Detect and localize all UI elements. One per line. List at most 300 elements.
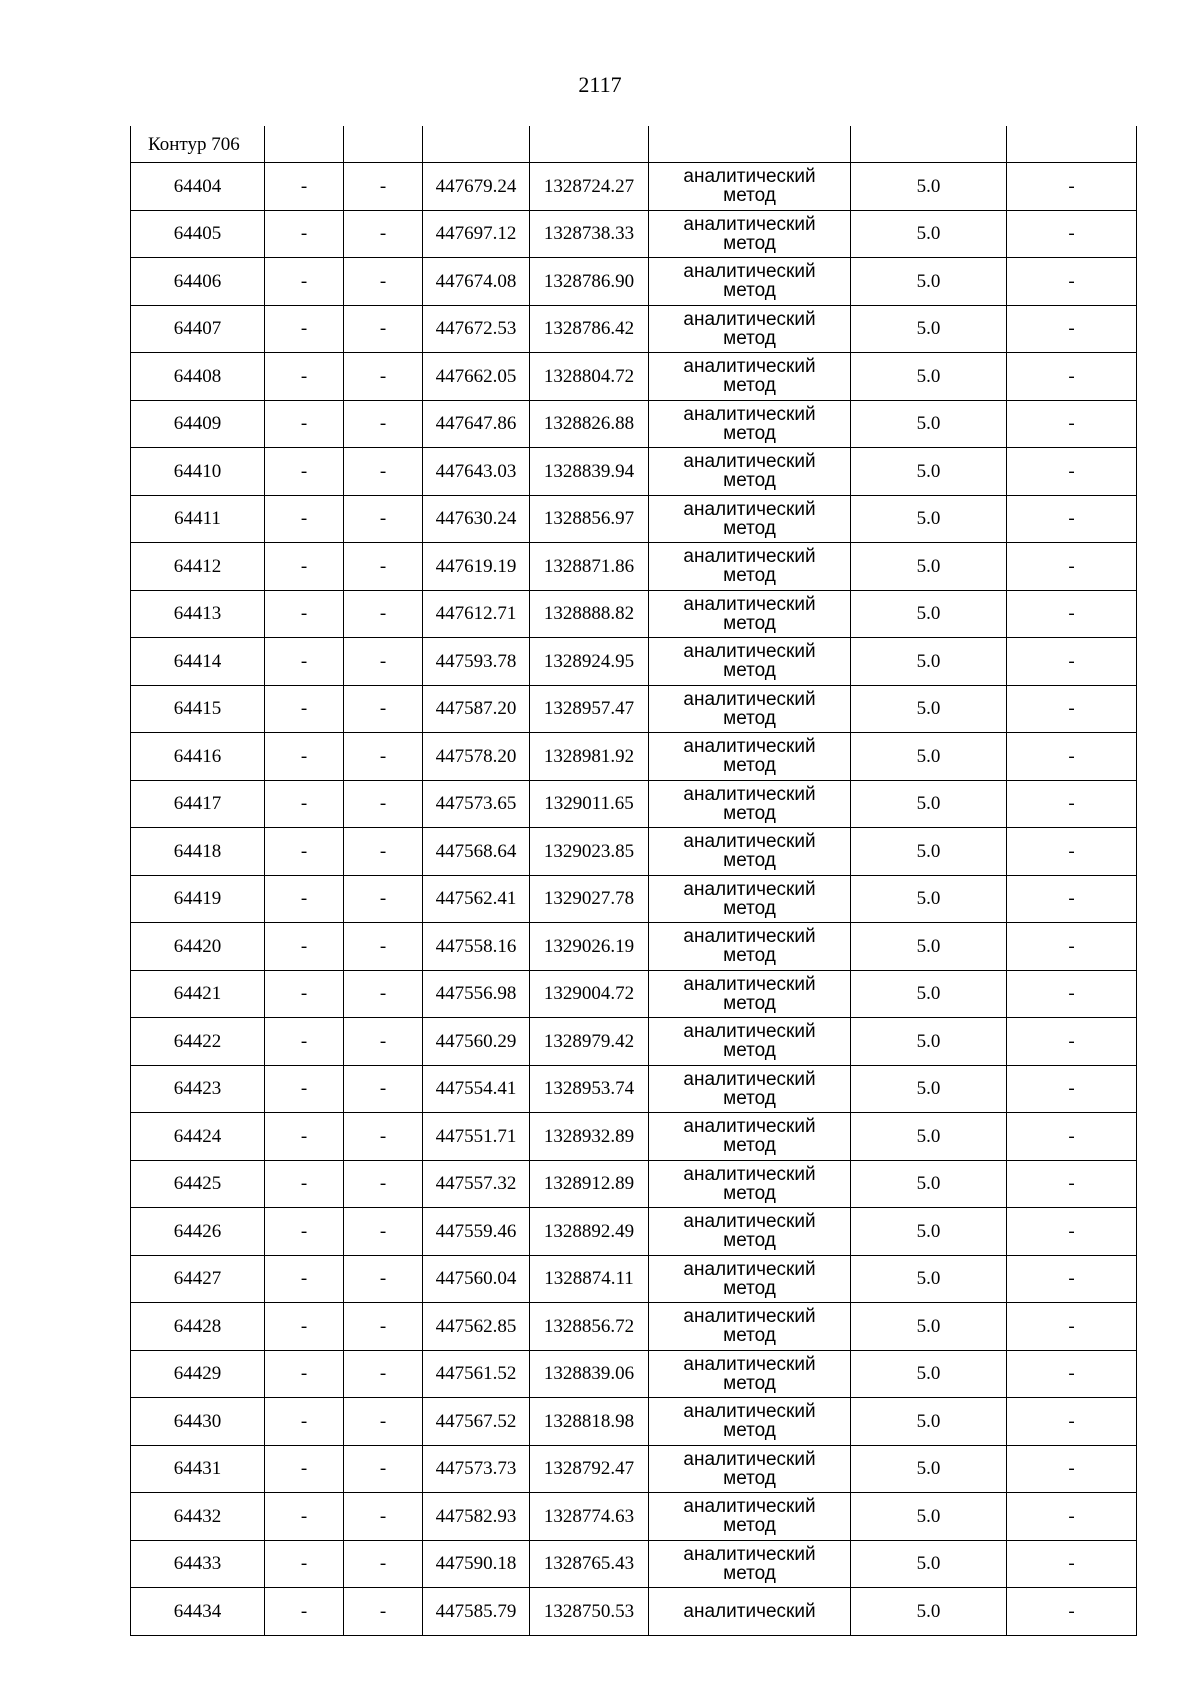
y-coordinate-cell: 1328786.42 [530, 305, 649, 353]
method-line-2: метод [723, 897, 776, 919]
y-coordinate-cell: 1328888.82 [530, 590, 649, 638]
column-3-cell: - [344, 1208, 423, 1256]
table-body [131, 126, 1137, 1635]
table-row [131, 163, 1137, 211]
point-number-cell: 64423 [131, 1065, 265, 1113]
point-number-cell: 64411 [131, 495, 265, 543]
x-coordinate-cell: 447551.71 [423, 1113, 530, 1161]
x-coordinate-cell: 447612.71 [423, 590, 530, 638]
y-coordinate-cell: 1329026.19 [530, 923, 649, 971]
method-line-1: аналитический [683, 213, 816, 235]
table-row [131, 685, 1137, 733]
column-2-cell: - [265, 1350, 344, 1398]
column-3-cell: - [344, 1160, 423, 1208]
point-number-cell: 64405 [131, 210, 265, 258]
method-cell [649, 305, 851, 353]
method-line-2: метод [723, 992, 776, 1014]
method-cell [649, 970, 851, 1018]
point-number-cell: 64425 [131, 1160, 265, 1208]
method-cell [649, 1018, 851, 1066]
accuracy-cell: 5.0 [851, 733, 1007, 781]
column-2-cell: - [265, 1113, 344, 1161]
column-2-cell: - [265, 258, 344, 306]
x-coordinate-cell: 447573.73 [423, 1445, 530, 1493]
method-line-2: метод [723, 707, 776, 729]
column-3-cell: - [344, 210, 423, 258]
accuracy-cell: 5.0 [851, 685, 1007, 733]
column-3-cell: - [344, 400, 423, 448]
point-number-cell: 64433 [131, 1540, 265, 1588]
column-3-cell: - [344, 1588, 423, 1636]
column-2-cell: - [265, 638, 344, 686]
x-coordinate-cell: 447567.52 [423, 1398, 530, 1446]
note-cell: - [1007, 258, 1137, 306]
method-line-1: аналитический [683, 878, 816, 900]
method-line-1: аналитический [683, 1600, 816, 1622]
y-coordinate-cell: 1328874.11 [530, 1255, 649, 1303]
table-row [131, 780, 1137, 828]
column-2-cell: - [265, 1160, 344, 1208]
y-coordinate-cell: 1328765.43 [530, 1540, 649, 1588]
note-cell: - [1007, 590, 1137, 638]
point-number-cell: 64424 [131, 1113, 265, 1161]
y-coordinate-cell: 1328839.06 [530, 1350, 649, 1398]
method-line-2: метод [723, 185, 776, 207]
column-2-cell: - [265, 685, 344, 733]
method-cell [649, 1588, 851, 1636]
x-coordinate-cell: 447561.52 [423, 1350, 530, 1398]
x-coordinate-cell: 447557.32 [423, 1160, 530, 1208]
column-3-cell: - [344, 638, 423, 686]
note-cell: - [1007, 305, 1137, 353]
column-3-cell: - [344, 733, 423, 781]
method-line-1: аналитический [683, 1543, 816, 1565]
note-cell: - [1007, 163, 1137, 211]
column-3-cell: - [344, 1065, 423, 1113]
method-cell [649, 448, 851, 496]
column-3-cell: - [344, 448, 423, 496]
x-coordinate-cell: 447672.53 [423, 305, 530, 353]
method-line-1: аналитический [683, 546, 816, 568]
column-2-cell: - [265, 1540, 344, 1588]
note-cell: - [1007, 1255, 1137, 1303]
table-row [131, 210, 1137, 258]
empty-cell [851, 126, 1007, 163]
column-3-cell: - [344, 590, 423, 638]
y-coordinate-cell: 1328826.88 [530, 400, 649, 448]
point-number-cell: 64404 [131, 163, 265, 211]
table-row [131, 543, 1137, 591]
note-cell: - [1007, 1018, 1137, 1066]
contour-label: Контур 706 [131, 126, 265, 163]
method-line-1: аналитический [683, 1211, 816, 1233]
column-2-cell: - [265, 495, 344, 543]
method-line-2: метод [723, 1515, 776, 1537]
method-line-2: метод [723, 1087, 776, 1109]
method-line-2: метод [723, 802, 776, 824]
y-coordinate-cell: 1329027.78 [530, 875, 649, 923]
y-coordinate-cell: 1329004.72 [530, 970, 649, 1018]
y-coordinate-cell: 1328924.95 [530, 638, 649, 686]
y-coordinate-cell: 1328957.47 [530, 685, 649, 733]
y-coordinate-cell: 1328724.27 [530, 163, 649, 211]
x-coordinate-cell: 447560.29 [423, 1018, 530, 1066]
y-coordinate-cell: 1328750.53 [530, 1588, 649, 1636]
method-cell [649, 353, 851, 401]
note-cell: - [1007, 1350, 1137, 1398]
point-number-cell: 64407 [131, 305, 265, 353]
x-coordinate-cell: 447590.18 [423, 1540, 530, 1588]
method-line-2: метод [723, 945, 776, 967]
table-row [131, 875, 1137, 923]
column-2-cell: - [265, 400, 344, 448]
point-number-cell: 64421 [131, 970, 265, 1018]
point-number-cell: 64416 [131, 733, 265, 781]
point-number-cell: 64415 [131, 685, 265, 733]
accuracy-cell: 5.0 [851, 638, 1007, 686]
method-cell [649, 543, 851, 591]
note-cell: - [1007, 875, 1137, 923]
method-line-1: аналитический [683, 1353, 816, 1375]
x-coordinate-cell: 447679.24 [423, 163, 530, 211]
method-line-2: метод [723, 1372, 776, 1394]
point-number-cell: 64408 [131, 353, 265, 401]
point-number-cell: 64432 [131, 1493, 265, 1541]
method-cell [649, 590, 851, 638]
accuracy-cell: 5.0 [851, 1493, 1007, 1541]
accuracy-cell: 5.0 [851, 1303, 1007, 1351]
x-coordinate-cell: 447647.86 [423, 400, 530, 448]
method-cell [649, 495, 851, 543]
method-line-2: метод [723, 1325, 776, 1347]
column-2-cell: - [265, 1303, 344, 1351]
method-line-2: метод [723, 1040, 776, 1062]
note-cell: - [1007, 400, 1137, 448]
note-cell: - [1007, 1303, 1137, 1351]
table-row [131, 400, 1137, 448]
y-coordinate-cell: 1328892.49 [530, 1208, 649, 1256]
method-line-1: аналитический [683, 498, 816, 520]
note-cell: - [1007, 923, 1137, 971]
y-coordinate-cell: 1328856.97 [530, 495, 649, 543]
table-row [131, 1208, 1137, 1256]
method-cell [649, 1255, 851, 1303]
x-coordinate-cell: 447643.03 [423, 448, 530, 496]
method-cell [649, 1065, 851, 1113]
method-line-2: метод [723, 1562, 776, 1584]
column-2-cell: - [265, 875, 344, 923]
method-line-2: метод [723, 327, 776, 349]
accuracy-cell: 5.0 [851, 495, 1007, 543]
method-line-1: аналитический [683, 1401, 816, 1423]
y-coordinate-cell: 1328792.47 [530, 1445, 649, 1493]
accuracy-cell: 5.0 [851, 1445, 1007, 1493]
table-row [131, 1113, 1137, 1161]
point-number-cell: 64418 [131, 828, 265, 876]
point-number-cell: 64431 [131, 1445, 265, 1493]
note-cell: - [1007, 970, 1137, 1018]
column-2-cell: - [265, 828, 344, 876]
table-row [131, 258, 1137, 306]
method-line-1: аналитический [683, 308, 816, 330]
note-cell: - [1007, 1540, 1137, 1588]
method-line-2: метод [723, 517, 776, 539]
method-line-1: аналитический [683, 451, 816, 473]
method-cell [649, 1445, 851, 1493]
x-coordinate-cell: 447560.04 [423, 1255, 530, 1303]
x-coordinate-cell: 447593.78 [423, 638, 530, 686]
point-number-cell: 64419 [131, 875, 265, 923]
x-coordinate-cell: 447662.05 [423, 353, 530, 401]
note-cell: - [1007, 448, 1137, 496]
column-2-cell: - [265, 923, 344, 971]
method-line-1: аналитический [683, 166, 816, 188]
method-line-2: метод [723, 612, 776, 634]
method-cell [649, 828, 851, 876]
method-cell [649, 1540, 851, 1588]
method-cell [649, 1208, 851, 1256]
x-coordinate-cell: 447585.79 [423, 1588, 530, 1636]
method-line-1: аналитический [683, 261, 816, 283]
column-3-cell: - [344, 780, 423, 828]
y-coordinate-cell: 1328953.74 [530, 1065, 649, 1113]
column-3-cell: - [344, 970, 423, 1018]
method-line-1: аналитический [683, 736, 816, 758]
point-number-cell: 64420 [131, 923, 265, 971]
table-row [131, 1350, 1137, 1398]
y-coordinate-cell: 1329023.85 [530, 828, 649, 876]
method-line-2: метод [723, 1467, 776, 1489]
coordinates-table [130, 126, 1137, 1636]
x-coordinate-cell: 447582.93 [423, 1493, 530, 1541]
table-row [131, 1445, 1137, 1493]
table-row [131, 1255, 1137, 1303]
column-2-cell: - [265, 1065, 344, 1113]
point-number-cell: 64410 [131, 448, 265, 496]
method-cell [649, 1350, 851, 1398]
x-coordinate-cell: 447568.64 [423, 828, 530, 876]
method-cell [649, 1113, 851, 1161]
point-number-cell: 64413 [131, 590, 265, 638]
column-2-cell: - [265, 590, 344, 638]
method-line-2: метод [723, 755, 776, 777]
accuracy-cell: 5.0 [851, 1540, 1007, 1588]
accuracy-cell: 5.0 [851, 828, 1007, 876]
method-line-2: метод [723, 470, 776, 492]
method-cell [649, 1493, 851, 1541]
table-row [131, 1588, 1137, 1636]
empty-cell [265, 126, 344, 163]
method-cell [649, 258, 851, 306]
method-line-2: метод [723, 232, 776, 254]
column-2-cell: - [265, 1255, 344, 1303]
note-cell: - [1007, 1208, 1137, 1256]
column-3-cell: - [344, 305, 423, 353]
method-line-1: аналитический [683, 356, 816, 378]
column-3-cell: - [344, 1350, 423, 1398]
method-line-1: аналитический [683, 1163, 816, 1185]
note-cell: - [1007, 495, 1137, 543]
accuracy-cell: 5.0 [851, 875, 1007, 923]
x-coordinate-cell: 447562.41 [423, 875, 530, 923]
y-coordinate-cell: 1328912.89 [530, 1160, 649, 1208]
y-coordinate-cell: 1328979.42 [530, 1018, 649, 1066]
column-3-cell: - [344, 1018, 423, 1066]
column-3-cell: - [344, 828, 423, 876]
accuracy-cell: 5.0 [851, 1160, 1007, 1208]
column-2-cell: - [265, 305, 344, 353]
accuracy-cell: 5.0 [851, 1398, 1007, 1446]
empty-cell [530, 126, 649, 163]
y-coordinate-cell: 1328871.86 [530, 543, 649, 591]
method-cell [649, 638, 851, 686]
x-coordinate-cell: 447573.65 [423, 780, 530, 828]
x-coordinate-cell: 447674.08 [423, 258, 530, 306]
accuracy-cell: 5.0 [851, 353, 1007, 401]
y-coordinate-cell: 1328932.89 [530, 1113, 649, 1161]
column-2-cell: - [265, 1588, 344, 1636]
method-line-2: метод [723, 280, 776, 302]
column-3-cell: - [344, 1540, 423, 1588]
table-row [131, 1303, 1137, 1351]
accuracy-cell: 5.0 [851, 163, 1007, 211]
y-coordinate-cell: 1328738.33 [530, 210, 649, 258]
note-cell: - [1007, 1160, 1137, 1208]
method-cell [649, 780, 851, 828]
column-3-cell: - [344, 923, 423, 971]
method-line-2: метод [723, 850, 776, 872]
x-coordinate-cell: 447562.85 [423, 1303, 530, 1351]
y-coordinate-cell: 1328786.90 [530, 258, 649, 306]
method-line-2: метод [723, 1420, 776, 1442]
method-line-1: аналитический [683, 1116, 816, 1138]
accuracy-cell: 5.0 [851, 1350, 1007, 1398]
point-number-cell: 64426 [131, 1208, 265, 1256]
column-3-cell: - [344, 1303, 423, 1351]
note-cell: - [1007, 828, 1137, 876]
column-2-cell: - [265, 543, 344, 591]
table-row [131, 1065, 1137, 1113]
point-number-cell: 64409 [131, 400, 265, 448]
x-coordinate-cell: 447578.20 [423, 733, 530, 781]
note-cell: - [1007, 1113, 1137, 1161]
method-cell [649, 1398, 851, 1446]
table-row [131, 638, 1137, 686]
empty-cell [423, 126, 530, 163]
table-row [131, 1540, 1137, 1588]
empty-cell [344, 126, 423, 163]
method-line-1: аналитический [683, 1306, 816, 1328]
y-coordinate-cell: 1328839.94 [530, 448, 649, 496]
note-cell: - [1007, 685, 1137, 733]
column-2-cell: - [265, 1493, 344, 1541]
point-number-cell: 64428 [131, 1303, 265, 1351]
note-cell: - [1007, 780, 1137, 828]
table-row [131, 1160, 1137, 1208]
table-row [131, 923, 1137, 971]
table-row [131, 448, 1137, 496]
y-coordinate-cell: 1328981.92 [530, 733, 649, 781]
column-2-cell: - [265, 1445, 344, 1493]
method-line-1: аналитический [683, 688, 816, 710]
x-coordinate-cell: 447559.46 [423, 1208, 530, 1256]
method-line-1: аналитический [683, 1258, 816, 1280]
note-cell: - [1007, 1065, 1137, 1113]
column-3-cell: - [344, 353, 423, 401]
table-row [131, 353, 1137, 401]
column-2-cell: - [265, 1398, 344, 1446]
x-coordinate-cell: 447630.24 [423, 495, 530, 543]
method-cell [649, 875, 851, 923]
point-number-cell: 64414 [131, 638, 265, 686]
x-coordinate-cell: 447554.41 [423, 1065, 530, 1113]
table-row [131, 590, 1137, 638]
x-coordinate-cell: 447556.98 [423, 970, 530, 1018]
column-2-cell: - [265, 780, 344, 828]
column-2-cell: - [265, 163, 344, 211]
note-cell: - [1007, 1445, 1137, 1493]
y-coordinate-cell: 1328804.72 [530, 353, 649, 401]
method-line-1: аналитический [683, 926, 816, 948]
column-2-cell: - [265, 448, 344, 496]
point-number-cell: 64427 [131, 1255, 265, 1303]
accuracy-cell: 5.0 [851, 448, 1007, 496]
contour-header-row [131, 126, 1137, 163]
column-3-cell: - [344, 543, 423, 591]
column-2-cell: - [265, 210, 344, 258]
y-coordinate-cell: 1329011.65 [530, 780, 649, 828]
table-row [131, 733, 1137, 781]
note-cell: - [1007, 1493, 1137, 1541]
point-number-cell: 64429 [131, 1350, 265, 1398]
method-cell [649, 923, 851, 971]
method-line-2: метод [723, 1277, 776, 1299]
accuracy-cell: 5.0 [851, 1588, 1007, 1636]
method-line-1: аналитический [683, 1021, 816, 1043]
method-cell [649, 1303, 851, 1351]
method-line-2: метод [723, 422, 776, 444]
method-line-1: аналитический [683, 593, 816, 615]
method-line-1: аналитический [683, 1496, 816, 1518]
method-line-1: аналитический [683, 973, 816, 995]
table-row [131, 1018, 1137, 1066]
point-number-cell: 64417 [131, 780, 265, 828]
note-cell: - [1007, 733, 1137, 781]
column-3-cell: - [344, 495, 423, 543]
column-3-cell: - [344, 1493, 423, 1541]
note-cell: - [1007, 638, 1137, 686]
point-number-cell: 64430 [131, 1398, 265, 1446]
page-number: 2117 [578, 72, 622, 97]
method-line-2: метод [723, 660, 776, 682]
column-3-cell: - [344, 1113, 423, 1161]
accuracy-cell: 5.0 [851, 590, 1007, 638]
note-cell: - [1007, 1398, 1137, 1446]
y-coordinate-cell: 1328774.63 [530, 1493, 649, 1541]
method-cell [649, 1160, 851, 1208]
table-row [131, 495, 1137, 543]
method-cell [649, 163, 851, 211]
accuracy-cell: 5.0 [851, 1255, 1007, 1303]
column-2-cell: - [265, 353, 344, 401]
method-line-1: аналитический [683, 1448, 816, 1470]
table-row [131, 970, 1137, 1018]
column-2-cell: - [265, 1018, 344, 1066]
table-row [131, 305, 1137, 353]
method-line-2: метод [723, 565, 776, 587]
method-line-1: аналитический [683, 403, 816, 425]
accuracy-cell: 5.0 [851, 400, 1007, 448]
